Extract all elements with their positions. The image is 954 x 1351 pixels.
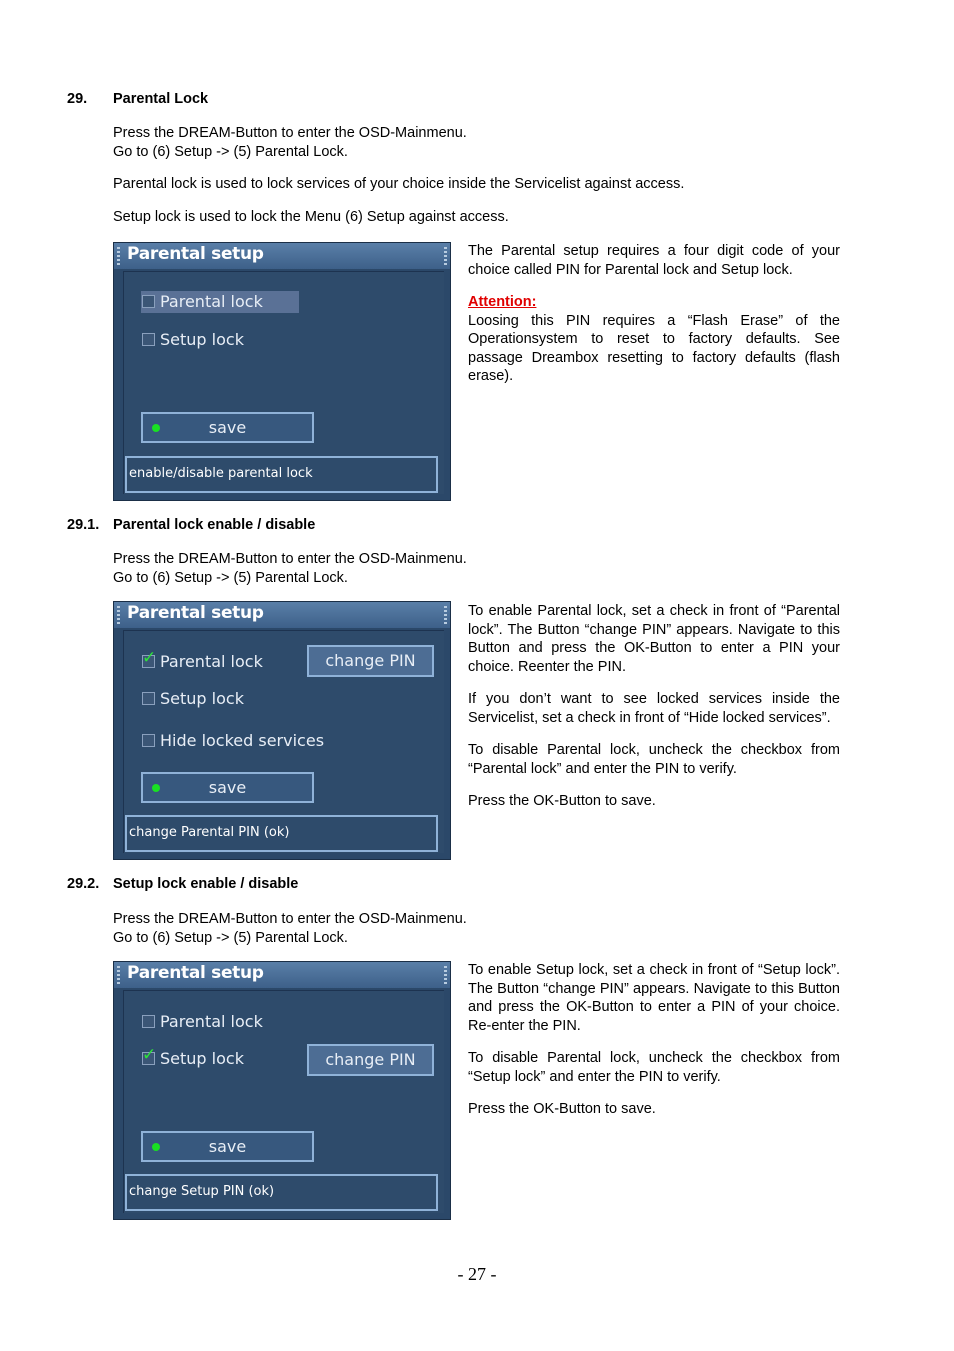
paragraph: Parental lock is used to lock services of your choice inside the Servicelist against access. (113, 176, 685, 192)
section-29-2-intro (113, 910, 853, 947)
section-29-heading (67, 91, 467, 111)
setup-lock-label: Setup lock (160, 689, 244, 708)
paragraph: To enable Parental lock, set a check in front of “Parental lock”. The Button “change PIN” appears. Navigate to this Button and press the OK-Button to enter a PIN your choice. Reenter the PIN. (468, 603, 840, 675)
paragraph: Press the OK-Button to save. (468, 793, 656, 809)
paragraph: Go to (6) Setup -> (5) Parental Lock. (113, 569, 348, 586)
section-29-side-text (468, 242, 840, 386)
grip-icon (117, 247, 120, 265)
paragraph: Go to (6) Setup -> (5) Parental Lock. (113, 143, 348, 160)
section-title: Setup lock enable / disable (113, 876, 299, 892)
osd-title: Parental setup (127, 244, 264, 264)
osd-parental-setup-3 (113, 961, 451, 1220)
green-dot-icon (152, 784, 160, 792)
setup-lock-label: Setup lock (160, 1049, 244, 1068)
section-title: Parental lock enable / disable (113, 517, 316, 533)
parental-lock-checkbox[interactable] (142, 295, 155, 308)
parental-lock-checkbox[interactable] (142, 1015, 155, 1028)
change-pin-label: change PIN (325, 1050, 416, 1069)
status-bar: enable/disable parental lock (125, 456, 438, 493)
parental-lock-label: Parental lock (160, 652, 263, 671)
section-29-2-heading (67, 876, 467, 896)
paragraph: The Parental setup requires a four digit code of your choice called PIN for Parental lock and Setup lock. (468, 243, 840, 278)
paragraph: Go to (6) Setup -> (5) Parental Lock. (113, 929, 348, 946)
osd-titlebar (114, 243, 450, 269)
save-button[interactable] (141, 1131, 314, 1162)
green-dot-icon (152, 1143, 160, 1151)
section-29-2-side-text (468, 961, 840, 1119)
hide-locked-services-label: Hide locked services (160, 731, 325, 750)
status-bar: change Parental PIN (ok) (125, 815, 438, 852)
save-button[interactable] (141, 412, 314, 443)
parental-lock-label: Parental lock (160, 292, 263, 311)
change-pin-button[interactable] (307, 1044, 434, 1076)
save-label: save (208, 418, 247, 437)
paragraph: Press the OK-Button to save. (468, 1101, 656, 1117)
paragraph: Setup lock is used to lock the Menu (6) Setup against access. (113, 208, 509, 225)
parental-lock-label: Parental lock (160, 1012, 263, 1031)
setup-lock-checkbox[interactable] (142, 692, 155, 705)
save-label: save (208, 778, 247, 797)
section-number: 29. (67, 91, 88, 107)
paragraph: To disable Parental lock, uncheck the checkbox from “Parental lock” and enter the PIN to verify. (468, 742, 840, 777)
grip-icon (117, 606, 120, 624)
setup-lock-checkbox[interactable] (142, 333, 155, 346)
change-pin-button[interactable] (307, 645, 434, 677)
page-number: - 27 - (457, 1264, 497, 1284)
save-label: save (208, 1137, 247, 1156)
section-29-1-heading (67, 517, 467, 537)
osd-title: Parental setup (127, 603, 264, 623)
setup-lock-checkbox[interactable] (142, 1045, 157, 1065)
parental-lock-row[interactable] (141, 291, 299, 313)
setup-lock-label: Setup lock (160, 330, 244, 349)
hide-locked-services-checkbox[interactable] (142, 734, 155, 747)
grip-icon (444, 966, 447, 984)
attention-text: Attention: (468, 294, 537, 310)
section-29-1-intro (113, 550, 853, 587)
status-bar: change Setup PIN (ok) (125, 1174, 438, 1211)
osd-titlebar (114, 602, 450, 628)
section-number: 29.1. (67, 517, 100, 533)
grip-icon (444, 247, 447, 265)
paragraph: Loosing this PIN requires a “Flash Erase” of the Operationsystem to reset to factory defaults. See passage Dreambox resetting to factory defaults (flash erase). (468, 312, 840, 384)
section-29-1-side-text (468, 602, 840, 811)
grip-icon (444, 606, 447, 624)
paragraph: Press the DREAM-Button to enter the OSD-Mainmenu. (113, 551, 467, 567)
checkmark-icon: ✓ (142, 648, 157, 668)
paragraph: If you don’t want to see locked services inside the Servicelist, set a check in front of “Hide locked services”. (468, 691, 840, 726)
change-pin-label: change PIN (325, 651, 416, 670)
paragraph: To disable Parental lock, uncheck the checkbox from “Setup lock” and enter the PIN to verify. (468, 1050, 840, 1085)
osd-parental-setup-1 (113, 242, 451, 501)
paragraph: To enable Setup lock, set a check in front of “Setup lock”. The Button “change PIN” appears. Navigate to this Button and press the OK-Button to enter a PIN of your choice. Re-enter the PIN. (468, 962, 840, 1034)
grip-icon (117, 966, 120, 984)
attention-label (468, 293, 840, 312)
checkmark-icon: ✓ (142, 1045, 157, 1065)
paragraph: Press the DREAM-Button to enter the OSD-Mainmenu. (113, 911, 467, 927)
section-29-intro (113, 124, 853, 226)
osd-titlebar (114, 962, 450, 988)
section-number: 29.2. (67, 876, 100, 892)
parental-lock-checkbox[interactable] (142, 648, 157, 668)
section-title: Parental Lock (113, 91, 209, 107)
save-button[interactable] (141, 772, 314, 803)
green-dot-icon (152, 424, 160, 432)
osd-title: Parental setup (127, 963, 264, 983)
paragraph: Press the DREAM-Button to enter the OSD-Mainmenu. (113, 125, 467, 141)
osd-parental-setup-2 (113, 601, 451, 860)
